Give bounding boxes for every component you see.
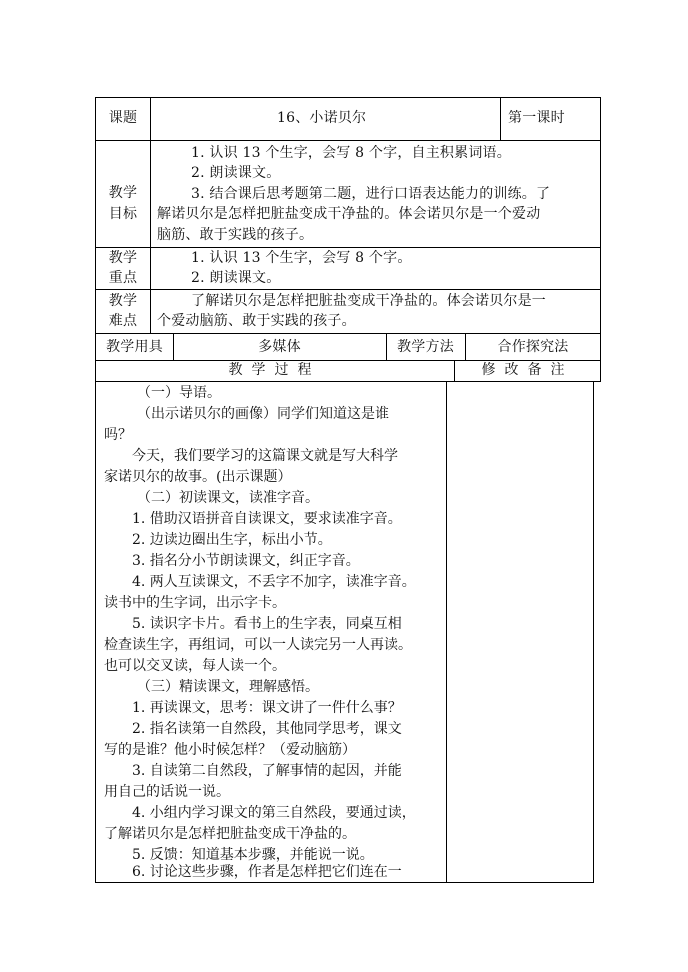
process-line: 1. 再读课文，思考：课文讲了一件什么事？ <box>132 700 402 716</box>
process-line: 3. 自读第二自然段，了解事情的起因，并能 <box>132 763 402 779</box>
tools-label: 教学用具 <box>106 339 163 355</box>
process-line: 2. 边读边圈出生字，标出小节。 <box>132 532 332 548</box>
process-line: （三）精读课文，理解感悟。 <box>137 679 319 695</box>
row-divider <box>95 289 601 290</box>
process-line: 5. 读识字卡片。看书上的生字表，同桌互相 <box>132 616 402 632</box>
process-column-divider <box>446 381 447 883</box>
tools-value: 多媒体 <box>258 339 301 355</box>
row-divider <box>95 381 601 382</box>
process-line: （一）导语。 <box>137 385 221 401</box>
process-line: 2. 指名读第一自然段，其他同学思考，课文 <box>132 721 402 737</box>
goal-line: 1. 认识 13 个生字，会写 8 个字，自主积累词语。 <box>191 145 511 161</box>
process-line: （出示诺贝尔的画像）同学们知道这是谁 <box>137 406 389 422</box>
keypoint-line: 1. 认识 13 个生字，会写 8 个字。 <box>191 250 412 266</box>
keypoints-label-line-1: 教学 <box>108 250 138 266</box>
row-divider <box>95 333 601 334</box>
process-line: 家诺贝尔的故事。(出示课题） <box>104 469 292 485</box>
remarks-title: 修改备注 <box>481 362 574 378</box>
process-line: 3. 指名分小节朗读课文，纠正字音。 <box>132 553 360 569</box>
lesson-period: 第一课时 <box>508 110 565 126</box>
method-value: 合作探究法 <box>497 339 569 355</box>
process-line: 5. 反馈：知道基本步骤，并能说一说。 <box>132 847 374 863</box>
process-line: 吗？ <box>104 427 132 443</box>
process-line: （二）初读课文，读准字音。 <box>137 490 319 506</box>
table-border-bottom <box>95 882 593 883</box>
difficulty-line: 个爱动脑筋、敢于实践的孩子。 <box>157 313 356 329</box>
process-line: 了解诺贝尔是怎样把脏盐变成干净盐的。 <box>104 826 356 842</box>
process-line: 4. 小组内学习课文的第三自然段，要通过读， <box>132 805 416 821</box>
topic-label: 课题 <box>108 110 138 126</box>
method-label: 教学方法 <box>397 339 454 355</box>
row-divider <box>95 140 601 141</box>
table-border-right-lower <box>593 381 594 883</box>
goal-line: 3. 结合课后思考题第二题，进行口语表达能力的训练。了 <box>191 186 551 202</box>
process-line: 检查读生字，再组词，可以一人读完另一人再读。 <box>104 637 412 653</box>
keypoint-line: 2. 朗读课文。 <box>191 270 281 286</box>
keypoints-label-line-2: 重点 <box>108 270 138 286</box>
process-line: 6. 讨论这些步骤，作者是怎样把它们连在一 <box>132 864 402 880</box>
topic-value: 16、小诺贝尔 <box>277 110 367 126</box>
goal-line: 2. 朗读课文。 <box>191 165 281 181</box>
process-line: 1. 借助汉语拼音自读课文，要求读准字音。 <box>132 511 402 527</box>
process-line: 今天，我们要学习的这篇课文就是写大科学 <box>132 448 398 464</box>
difficulty-label-line-1: 教学 <box>108 293 138 309</box>
goals-label-line-1: 教学 <box>108 185 138 201</box>
process-line: 4. 两人互读课文，不丢字不加字，读准字音。 <box>132 574 416 590</box>
goal-line: 解诺贝尔是怎样把脏盐变成干净盐的。体会诺贝尔是一个爱动 <box>157 206 541 222</box>
process-title: 教学过程 <box>228 362 321 378</box>
goals-label-line-2: 目标 <box>108 206 138 222</box>
table-border-top <box>95 97 601 98</box>
process-line: 用自己的话说一说。 <box>104 784 230 800</box>
goal-line: 脑筋、敢于实践的孩子。 <box>157 227 314 243</box>
lesson-cell-divider <box>500 97 501 140</box>
process-line: 写的是谁？他小时候怎样？（爱动脑筋） <box>104 742 356 758</box>
process-line: 读书中的生字词，出示字卡。 <box>104 595 286 611</box>
difficulty-label-line-2: 难点 <box>108 313 138 329</box>
process-line: 也可以交叉读，每人读一个。 <box>104 658 286 674</box>
difficulty-line: 了解诺贝尔是怎样把脏盐变成干净盐的。体会诺贝尔是一 <box>191 293 546 309</box>
